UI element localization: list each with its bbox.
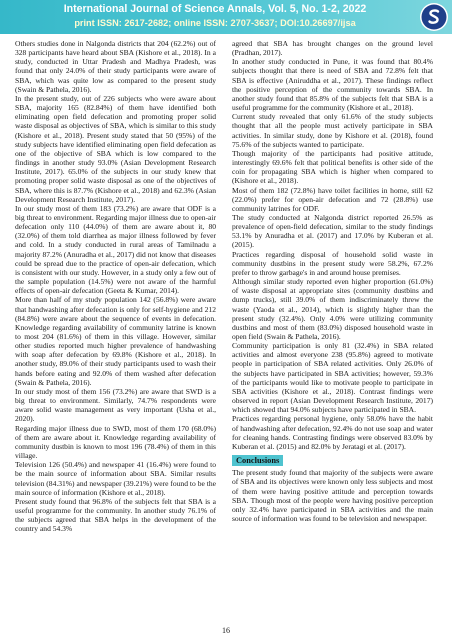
paragraph: Practices regarding disposal of household solid waste in community dustbins in the present study were 58.2%, 67.2% prefer to throw garbage's in and around house premises. bbox=[232, 249, 433, 277]
paragraph: Television 126 (50.4%) and newspaper 41 (16.4%) were found to be the main source of information about SBA. Similar results television (84.31%) and newspaper (39.21%) were found to be the main source of information (Kishore et al., 2018). bbox=[15, 460, 216, 497]
journal-header-band bbox=[0, 0, 452, 34]
conclusions-text: The present study found that majority of the subjects were aware of SBA and its objectives were known only less subjects and most of them were having positive attitude and perception towards SBA. Though most of the people were having positive perception only 32.4% have participated in SBA activities and the main source of information was found to be television and newspaper. bbox=[232, 468, 433, 523]
paragraph: Current study revealed that only 61.6% of the study subjects thought that all the people must actively participate in SBA activities. In similar study, done by Kishore et al. (2018), found 75.6% of the subjects wanted to participate. bbox=[232, 112, 433, 149]
paragraph: In our study most of them 183 (73.2%) are aware that ODF is a big threat to environment. Regarding major illness due to open-air defecation only 110 (44.0%) of them are aware about it, 80 (32.0%) of them told diarrhea as major illness followed by fever and cold. In a study conducted in rural areas of Tamilnadu a majority 87.2% (Anuradha et al., 2017) did not know that diseases could be spread due to the practice of open-air defecation, which is consistent with our study. However, in a study only a few out of the sample population (14.5%) were not aware of the harmful effects of open-air defecation (Geeta & Kumar, 2014). bbox=[15, 203, 216, 296]
right-column bbox=[232, 39, 433, 523]
paragraph: Though majority of the participants had positive attitude, interestingly 69.6% felt that political benefits is other side of the coin for propagating SBA which is higher when compared to (Kishore et al., 2018). bbox=[232, 148, 433, 186]
paragraph: The study conducted at Nalgonda district reported 26.5% as prevalence of open-field defecation, similar to the study findings 53.1% by Anuradha et al. (2017) and 17.0% by Kuberan et al. (2015). bbox=[232, 212, 433, 250]
left-column bbox=[15, 39, 216, 533]
paragraph: Practices regarding personal hygiene, only 58.0% have the habit of handwashing after defecation, 92.4% do not use soap and water for cleaning hands. Contrasting findings were observed 83.0% by Kuberan et al. (2015) and 82.0% by Jeratagi et al. (2017). bbox=[232, 414, 433, 451]
paragraph: Present study found that 96.8% of the subjects felt that SBA is a useful programme for the community. In another study 76.1% of the subjects agreed that SBA helps in the development of the country and 54.3% bbox=[15, 496, 216, 534]
paragraph: In our study most of them 156 (73.2%) are aware that SWD is a big threat to environment. Similarly, 74.7% respondents were aware solid waste management as very important (Usha et al., 2020). bbox=[15, 386, 216, 424]
paragraph: Although similar study reported even higher proportion (61.0%) of waste disposal at appropriate sites (community dustbins and dump trucks), still 39.0% of them indiscriminately threw the waste (Yaoda et al., 2014), which is slightly higher than the present study (32.4%). Only 4.0% were utilizing community dustbins and most of them (83.0%) disposed household waste in open field (Swain & Pathela, 2016). bbox=[232, 277, 433, 341]
page-number: 16 bbox=[222, 626, 230, 635]
journal-issn-doi: print ISSN: 2617-2682; online ISSN: 2707-3637; DOI:10.26697/ijsa bbox=[74, 18, 356, 28]
paragraph: Most of them 182 (72.8%) have toilet facilities in home, still 62 (22.0%) prefer for open-air defecation and 72 (28.8%) use community latrines for ODF. bbox=[232, 185, 433, 213]
paragraph: Regarding major illness due to SWD, most of them 170 (68.0%) of them are aware about it. Knowledge regarding availability of community dustbin is known to most 196 (78.4%) of them in this village. bbox=[15, 423, 216, 461]
journal-logo-icon bbox=[419, 2, 449, 32]
paragraph: More than half of my study population 142 (56.8%) were aware that handwashing after defecation is only for self-hygiene and 212 (84.8%) were aware about the sequence of events in defecation. Knowledge regarding availability of community latrine is known to most 204 (81.6%) of them in this village. However, similar other studies reported much higher prevalence of handwashing with soap after defecation by 69.8% (Kishore et al., 2018). In another study, 89.0% of their study participants used to wash their hands before eating and 92.0% of them washed after defecation (Swain & Pathela, 2016). bbox=[15, 295, 216, 387]
journal-title: International Journal of Science Annals, Vol. 5, No. 1-2, 2022 bbox=[63, 3, 367, 15]
paragraph: In the present study, out of 226 subjects who were aware about SBA, majority 165 (82.84%) of them have identified both eliminating open field defecation and promoting proper solid waste disposal as objectives of SBA, which is similar to this study (Kishore et al., 2018). Present study stated that 50 (95%) of the study subjects have identified eliminating open field defecation as one of the objective of SBA which is low compared to the findings in another study 93.0% (Asian Development Research Institute, 2017). 65.0% of the subjects in our study knew that promoting proper solid waste disposal as one of the objectives of SBA, where this is 87.7% (Kishore et al., 2018) and 62.3% (Asian Development Research Institute, 2017). bbox=[15, 93, 216, 204]
paragraph: In another study conducted in Pune, it was found that 80.4% subjects thought that there is need of SBA and 72.8% felt that SBA is effective (Aniruddha et al., 2017). These findings reflect the positive perception of the community towards SBA. In another study found that 85.8% of the subjects felt that SBA is a useful programme for the community (Kishore et al., 2018). bbox=[232, 57, 433, 113]
paragraph: Others studies done in Nalgonda districts that 204 (62.2%) out of 328 participants have heard about SBA (Kishore et al., 2018). In a study, conducted in Uttar Pradesh and Madhya Pradesh, was found that only 24.0% of their study participants were aware of SBA, which was quite low as compared to the present study (Swain & Pathela, 2016). bbox=[15, 39, 216, 94]
paragraph: Community participation is only 81 (32.4%) in SBA related activities and almost everyone 238 (95.8%) agreed to motivate people in participation of SBA related activities. Only 26.0% of the subjects have participated in SBA activities; however, 59.3% of the participants would like to motivate people to participate in SBA activities (Kishore et al., 2018). Contrast findings were observed in report (Asian Development Research Institute, 2017) which showed that 94.0% subjects have participated in SBA. bbox=[232, 341, 433, 415]
conclusions-heading: Conclusions bbox=[232, 455, 283, 466]
paragraph: agreed that SBA has brought changes on the ground level (Pradhan, 2017). bbox=[232, 39, 433, 58]
